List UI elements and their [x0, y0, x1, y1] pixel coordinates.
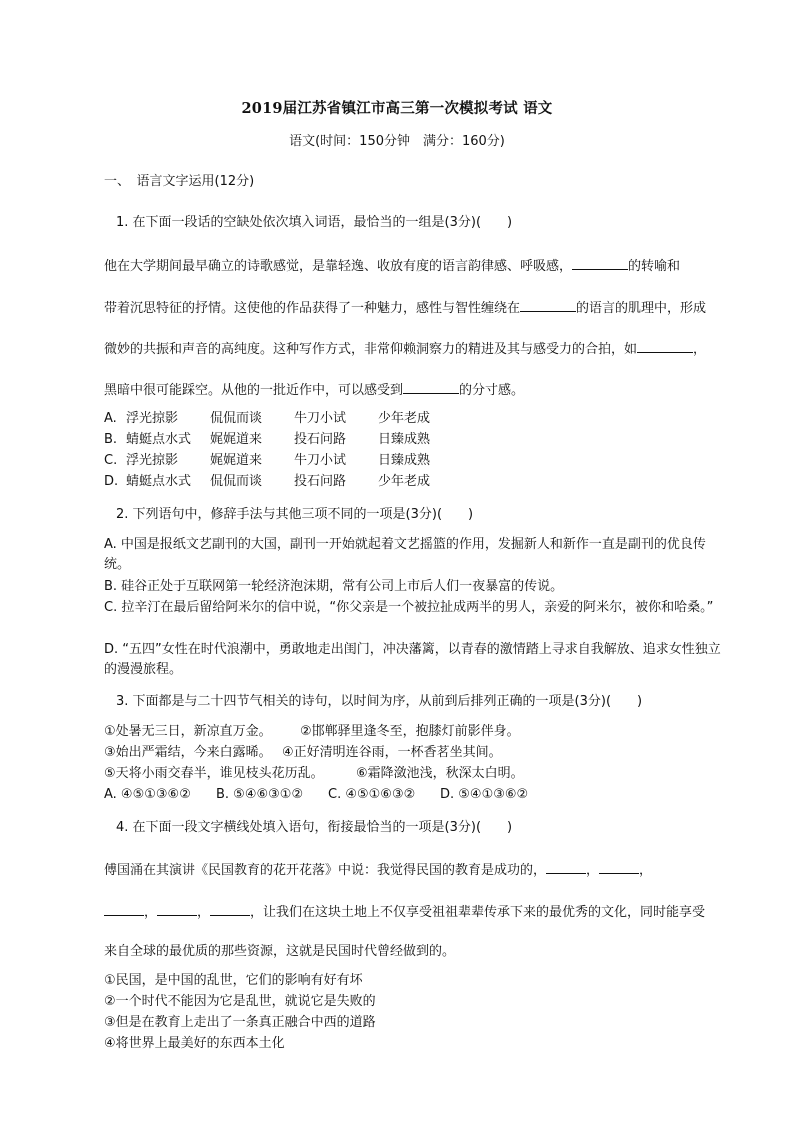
question-1-passage-line-3 [104, 340, 706, 359]
option-a: A. 浮光掠影 侃侃而谈 牛刀小试 少年老成 [104, 411, 431, 426]
exam-title: 2019届江苏省镇江市高三第一次模拟考试 语文 [241, 100, 553, 117]
section-heading: 一、 语言文字运用(12分) [104, 174, 255, 189]
passage-text: 的分寸感。 [459, 383, 525, 398]
answer-blank [403, 381, 459, 394]
question-1-passage-line-2 [104, 299, 706, 318]
answer-blank [546, 861, 586, 874]
answer-blank [520, 299, 576, 312]
question-2-option-a: A. 中国是报纸文艺副刊的大国，副刊一开始就起着文艺摇篮的作用，发掘新人和新作一直是副刊的优良传统。 [104, 537, 706, 572]
question-3-stem: 3. 下面都是与二十四节气相关的诗句，以时间为序，从前到后排列正确的一项是(3分)( ) [116, 694, 643, 709]
question-4-stem: 4. 在下面一段文字横线处填入语句，衔接最恰当的一项是(3分)( ) [116, 820, 513, 835]
question-4-passage-line-3: 来自全球的最优质的那些资源，这就是民国时代曾经做到的。 [104, 944, 456, 959]
question-1-passage-line-4 [104, 381, 524, 400]
question-4-item-3: ③但是在教育上走出了一条真正融合中西的道路 [104, 1015, 376, 1030]
answer-blank [599, 861, 639, 874]
passage-text: 的转喻和 [628, 259, 681, 274]
exam-subtitle: 语文(时间：150分钟 满分：160分) [289, 134, 505, 149]
question-3-choices: A. ④⑤①③⑥② B. ⑤④⑥③①② C. ④⑤①⑥③② D. ⑤④①③⑥② [104, 787, 529, 802]
passage-text: 他在大学期间最早确立的诗歌感觉，是靠轻逸、收放有度的语言韵律感、呼吸感， [104, 259, 573, 274]
answer-blank [157, 903, 197, 916]
question-2-stem: 2. 下列语句中，修辞手法与其他三项不同的一项是(3分)( ) [116, 507, 474, 522]
passage-text: 微妙的共振和声音的高纯度。这种写作方式，非常仰赖洞察力的精进及其与感受力的合拍，如 [104, 342, 638, 357]
question-3-verse-row-3: ⑤天将小雨交春半，谁见枝头花历乱。 ⑥霜降潋池浅，秋深太白明。 [104, 766, 524, 781]
question-4-passage-line-1: 傅国涌在其演讲《民国教育的花开花落》中说：我觉得民国的教育是成功的， ， ， [104, 863, 653, 878]
passage-text: 带着沉思特征的抒情。这使他的作品获得了一种魅力，感性与智性缠绕在 [104, 301, 521, 316]
answer-blank [572, 257, 628, 270]
question-2-option-c: C. 拉辛汀在最后留给阿米尔的信中说，“你父亲是一个被拉扯成两半的男人，亲爱的阿米尔，被你和哈桑。” [104, 600, 714, 615]
passage-text: 黑暗中很可能踩空。从他的一批近作中，可以感受到 [104, 383, 404, 398]
answer-blank [210, 903, 250, 916]
passage-text: ， [693, 342, 707, 357]
question-1-stem: 1. 在下面一段话的空缺处依次填入词语，最恰当的一组是(3分)( ) [116, 215, 513, 230]
question-4-item-1: ①民国，是中国的乱世，它们的影响有好有坏 [104, 973, 363, 988]
question-3-verse-row-1: ①处暑无三日，新凉直万金。 ②邯郸驿里逢冬至，抱膝灯前影伴身。 [104, 724, 520, 739]
question-3-verse-row-2: ③始出严霜结，今来白露晞。 ④正好清明连谷雨，一杯香茗坐其间。 [104, 745, 502, 760]
passage-text: 的语言的肌理中，形成 [576, 301, 707, 316]
option-d: D. 蜻蜓点水式 侃侃而谈 投石问路 少年老成 [104, 474, 431, 489]
answer-blank [104, 903, 144, 916]
question-4-passage-line-2: ， ， ，让我们在这块土地上不仅享受祖祖辈辈传承下来的最优秀的文化，同时能享受 [104, 903, 705, 922]
option-c: C. 浮光掠影 娓娓道来 牛刀小试 日臻成熟 [104, 453, 431, 468]
question-2-option-d: D. “五四”女性在时代浪潮中，勇敢地走出闺门，冲决藩篱，以青春的激情踏上寻求自我解放、追求女性独立的漫漫旅程。 [104, 642, 721, 677]
question-2-option-b: B. 硅谷正处于互联网第一轮经济泡沫期，常有公司上市后人们一夜暴富的传说。 [104, 579, 564, 594]
option-b: B. 蜻蜓点水式 娓娓道来 投石问路 日臻成熟 [104, 432, 431, 447]
question-4-item-2: ②一个时代不能因为它是乱世，就说它是失败的 [104, 994, 376, 1009]
answer-blank [637, 340, 693, 353]
question-4-item-4: ④将世界上最美好的东西本土化 [104, 1036, 285, 1051]
question-1-passage-line-1 [104, 257, 680, 276]
